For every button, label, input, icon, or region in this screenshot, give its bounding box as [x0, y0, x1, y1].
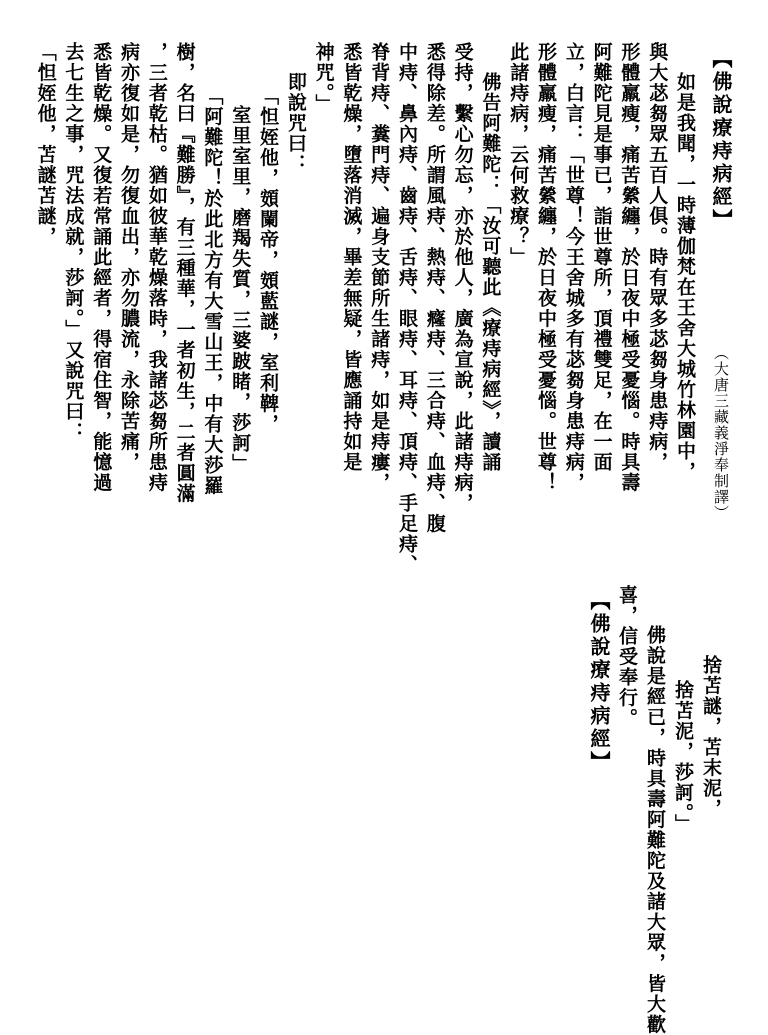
text-column: 捨苫泥，莎訶。」: [672, 680, 694, 835]
sutra-end-title: 【佛說療痔病經】: [587, 590, 611, 774]
text-column: 悉得除差。所謂風痔、熱痔、癃痔、三合痔、血痔、腹: [423, 42, 446, 534]
text-column: 此諸痔病，云何救療？」: [507, 42, 530, 268]
text-column: 阿難陀見是事已，詣世尊所，頂禮雙足，在一面: [590, 42, 613, 473]
sutra-title: 【佛說療痔病經】: [709, 48, 733, 232]
text-column: 「怛姪他，頞闌帝，頞藍謎，室利鞞，: [257, 86, 279, 435]
text-column: 「怛姪他，苫謎苫謎，: [34, 42, 57, 247]
text-column: 樹，名曰『難勝』，有三種華，一者初生，二者圓滿: [173, 42, 196, 504]
text-column: 受持，繫心勿忘，亦於他人，廣為宣說，此諸痔病，: [451, 42, 474, 514]
text-column: 立，白言：「世尊！今王舍城多有苾芻身患痔病，: [562, 42, 585, 493]
text-column: 悉皆乾燥，墮落消滅，畢差無疑，皆應誦持如是: [340, 42, 363, 473]
text-column: 捨苫謎，苫末泥，: [700, 655, 722, 819]
text-column: 神咒。」: [312, 42, 335, 115]
text-column: 悉皆乾燥。又復若常誦此經者，得宿住智，能憶過: [90, 42, 113, 493]
text-column: 形體羸瘦，痛苦縈纏，於日夜中極受憂惱。時具壽: [618, 42, 641, 493]
translator-credit: （大唐三藏義淨奉制譯）: [712, 345, 730, 521]
text-column: 脊背痔、糞門痔、遍身支節所生諸痔，如是痔瘻，: [368, 42, 391, 493]
text-column: 喜，信受奉行。: [616, 585, 638, 729]
text-column: 佛說是經已，時具壽阿難陀及諸大眾，皆大歡: [644, 625, 666, 1035]
text-column: 形體羸瘦，痛苦縈纏，於日夜中極受憂惱。世尊！: [535, 42, 557, 493]
text-column: 去七生之事，咒法成就，莎訶。」又說咒曰：: [62, 42, 85, 443]
text-column: 即說咒曰：: [284, 72, 307, 175]
text-column: 佛告阿難陀：「汝可聽此《療痔病經》，讀誦: [479, 72, 502, 473]
text-column: 「阿難陀！於此北方有大雪山王，中有大莎羅: [201, 86, 224, 496]
text-column: 病亦復如是，勿復血出，亦勿膿流，永除苦痛，: [118, 42, 140, 473]
text-column: ，三者乾枯。猶如彼華乾燥落時，我諸苾芻所患痔: [145, 42, 168, 493]
text-column: 中痔、鼻內痔、齒痔、舌痔、眼痔、耳痔、頂痔、手足痔、: [396, 42, 418, 575]
text-column: 與大苾芻眾五百人俱。時有眾多苾芻身患痔病，: [646, 42, 669, 473]
text-column: 室里室里，磨羯失質，三婆跛睹，莎訶」: [229, 105, 252, 474]
text-column: 如是我聞，一時薄伽梵在王舍大城竹林園中，: [674, 72, 696, 482]
